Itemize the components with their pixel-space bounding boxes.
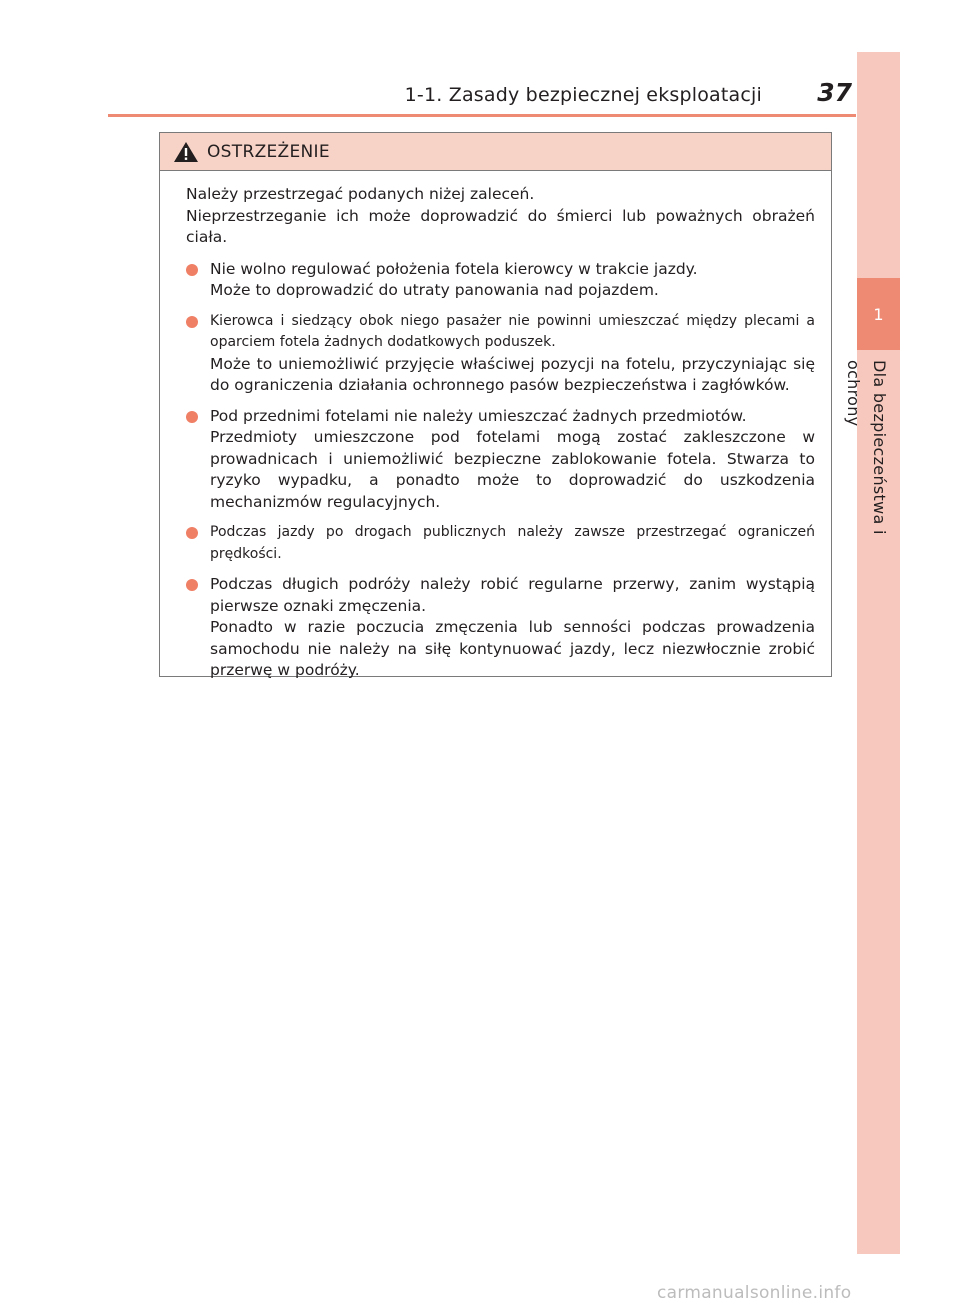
item-lead: Podczas długich podróży należy robić regularne przerwy, zanim wystąpią pierwsze oznaki zmęczenia. bbox=[210, 575, 815, 615]
warning-item bbox=[186, 406, 815, 514]
item-lead: Podczas jazdy po drogach publicznych należy zawsze przestrzegać ograniczeń prędkości. bbox=[210, 524, 815, 562]
item-lead: Kierowca i siedzący obok niego pasażer nie powinni umieszczać między plecami a oparciem fotela żadnych dodatkowych poduszek. bbox=[210, 312, 815, 350]
warning-item bbox=[186, 311, 815, 397]
warning-item bbox=[186, 259, 815, 302]
bullet-dot-icon bbox=[186, 527, 198, 539]
page-number: 37 bbox=[817, 78, 852, 107]
chapter-title: Dla bezpieczeństwa i ochrony bbox=[844, 360, 889, 535]
bullet-dot-icon bbox=[186, 579, 198, 591]
warning-triangle-icon bbox=[173, 141, 199, 163]
warning-list bbox=[186, 259, 815, 682]
intro-line: Należy przestrzegać podanych niżej zaleceń. bbox=[186, 185, 535, 203]
bullet-dot-icon bbox=[186, 264, 198, 276]
item-lead: Nie wolno regulować położenia fotela kierowcy w trakcie jazdy. bbox=[210, 259, 698, 278]
warning-box bbox=[159, 132, 832, 677]
item-lead: Pod przednimi fotelami nie należy umieszczać żadnych przedmiotów. bbox=[210, 406, 747, 425]
warning-title: OSTRZEŻENIE bbox=[207, 141, 330, 162]
item-detail: Może to doprowadzić do utraty panowania nad pojazdem. bbox=[210, 281, 659, 299]
warning-item bbox=[186, 574, 815, 682]
intro-line: Nieprzestrzeganie ich może doprowadzić do śmierci lub poważnych obrażeń ciała. bbox=[186, 206, 815, 246]
section-title: 1-1. Zasady bezpiecznej eksploatacji bbox=[404, 84, 762, 106]
chapter-side-tab bbox=[844, 52, 900, 1254]
warning-body bbox=[160, 171, 831, 682]
chapter-number: 1 bbox=[857, 278, 900, 350]
watermark: carmanualsonline.info bbox=[657, 1283, 852, 1303]
header-rule bbox=[108, 114, 856, 117]
item-detail: Ponadto w razie poczucia zmęczenia lub senności podczas prowadzenia samochodu nie należy na siłę kontynuować jazdy, lecz niezwłocznie zrobić przerwę w podróży. bbox=[210, 618, 815, 679]
warning-header bbox=[160, 133, 831, 171]
warning-intro bbox=[186, 184, 815, 249]
item-detail: Może to uniemożliwić przyjęcie właściwej pozycji na fotelu, przyczyniając się do ograniczenia działania ochronnego pasów bezpieczeństwa i zagłówków. bbox=[210, 354, 815, 394]
warning-item bbox=[186, 522, 815, 565]
bullet-dot-icon bbox=[186, 411, 198, 423]
bullet-dot-icon bbox=[186, 316, 198, 328]
item-detail: Przedmioty umieszczone pod fotelami mogą zostać zakleszczone w prowadnicach i uniemożliwić bezpieczne zablokowanie fotela. Stwarza to ryzyko wypadku, a ponadto może to doprowadzić do uszkodzenia mechanizmów regulacyjnych. bbox=[210, 428, 815, 511]
